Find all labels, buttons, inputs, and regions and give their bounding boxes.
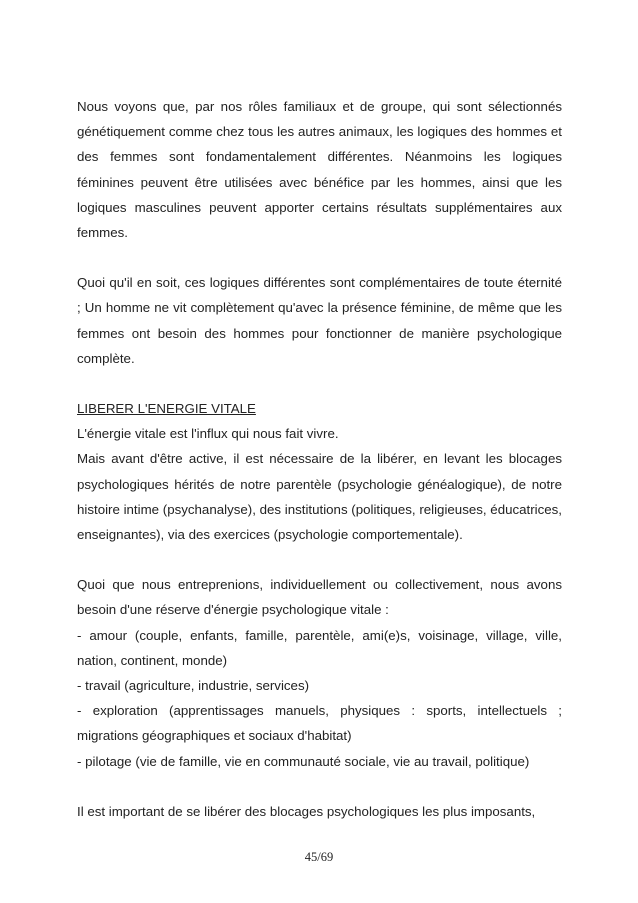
page-number: 45/69 bbox=[304, 850, 334, 864]
needs-item-exploration: - exploration (apprentissages manuels, physiques : sports, intellectuels ; migrations géographiques et sociaux d'habitat) bbox=[77, 703, 562, 744]
section-body: Mais avant d'être active, il est nécessaire de la libérer, en levant les blocages psychologiques hérités de notre parentèle (psychologie généalogique), de notre histoire intime (psychanalyse), des institutions (politiques, religieuses, éducatrices, enseignantes), via des exercices (psychologie comportementale). bbox=[77, 451, 562, 543]
paragraph-gap bbox=[77, 774, 562, 799]
paragraph-gap bbox=[77, 245, 562, 270]
needs-intro: Quoi que nous entreprenions, individuellement ou collectivement, nous avons besoin d'une réserve d'énergie psychologique vitale : bbox=[77, 577, 562, 618]
paragraph-complementary: Quoi qu'il en soit, ces logiques différentes sont complémentaires de toute éternité ; Un homme ne vit complètement qu'avec la présence féminine, de même que les femmes ont besoin des hommes pour fonctionner de manière psychologique complète. bbox=[77, 275, 562, 366]
needs-item-piloting: - pilotage (vie de famille, vie en communauté sociale, vie au travail, politique) bbox=[77, 753, 530, 769]
needs-item-work: - travail (agriculture, industrie, services) bbox=[77, 678, 310, 694]
section-heading: LIBERER L'ENERGIE VITALE bbox=[77, 401, 256, 417]
paragraph-gap bbox=[77, 547, 562, 572]
paragraph-gap bbox=[77, 371, 562, 396]
paragraph-roles: Nous voyons que, par nos rôles familiaux et de groupe, qui sont sélectionnés génétiquement comme chez tous les autres animaux, les logiques des hommes et des femmes sont fondamentalement différentes. Néanmoins les logiques féminines peuvent être utilisées avec bénéfice par les hommes, ainsi que les logiques masculines peuvent apporter certains résultats supplémentaires aux femmes. bbox=[77, 99, 562, 241]
document-body bbox=[77, 94, 562, 824]
needs-item-love: - amour (couple, enfants, famille, parentèle, ami(e)s, voisinage, village, ville, nation, continent, monde) bbox=[77, 627, 562, 668]
closing-paragraph: Il est important de se libérer des blocages psychologiques les plus imposants, bbox=[77, 803, 536, 819]
section-intro: L'énergie vitale est l'influx qui nous fait vivre. bbox=[77, 426, 339, 442]
